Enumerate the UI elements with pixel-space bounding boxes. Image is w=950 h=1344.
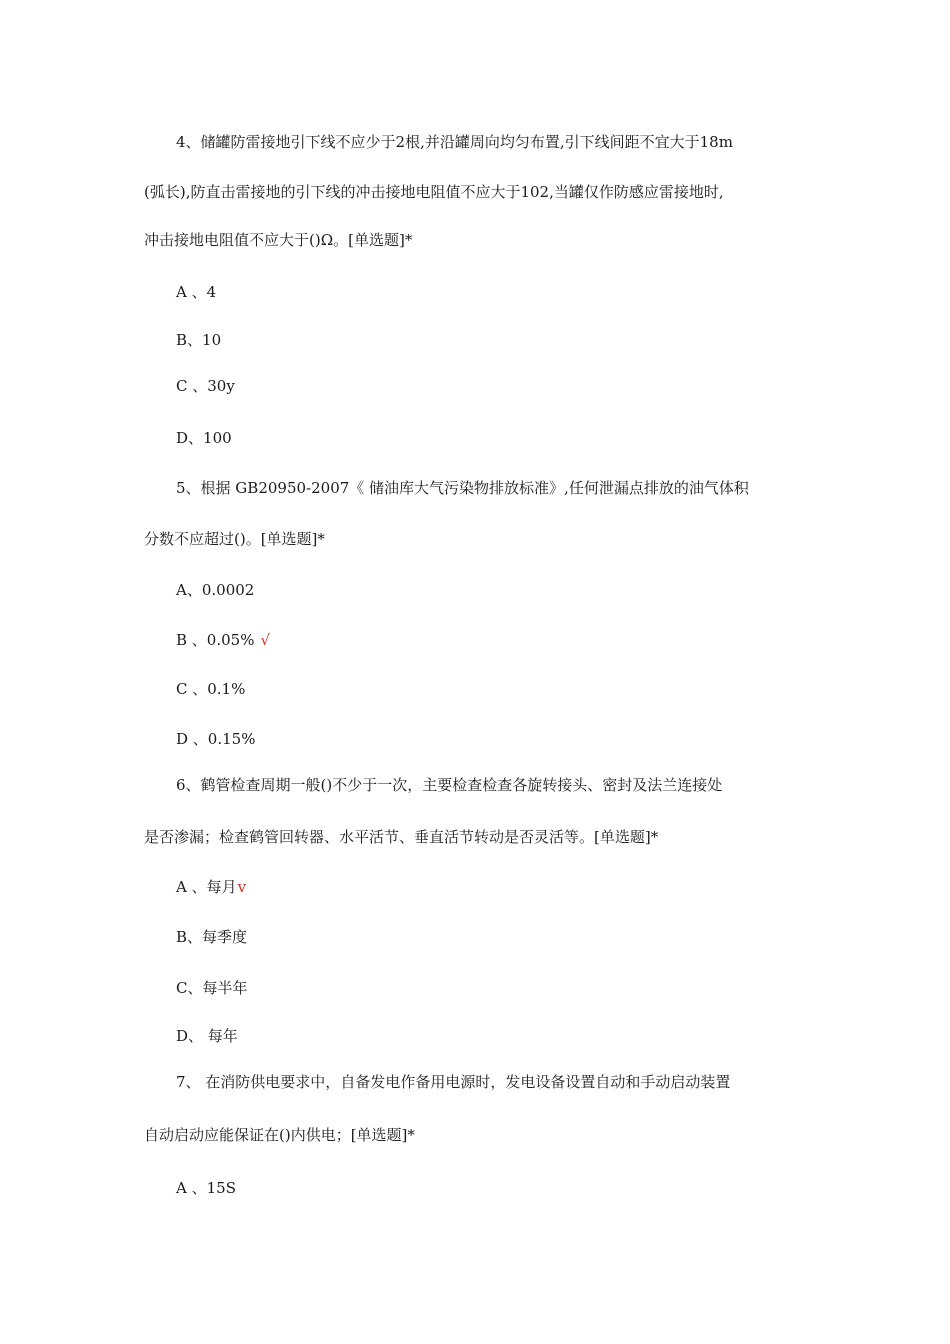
question-4-option-a: A 、4 [176,283,217,301]
question-5-option-b [176,630,270,650]
question-6-option-d: D、 每年 [176,1027,238,1045]
correct-answer-mark: v [237,878,247,896]
option-a-label: A 、每月 [176,878,237,896]
question-5-option-d: D 、0.15% [176,730,256,748]
question-6-text-line-1: 6、鹤管检查周期一般()不少于一次，主要检查检查各旋转接头、密封及法兰连接处 [176,776,723,794]
question-4-text-line-3: 冲击接地电阻值不应大于()Ω。[单选题]* [144,231,413,249]
question-7-option-a: A 、15S [176,1179,236,1197]
question-6-option-c: C、每半年 [176,979,248,997]
question-4-option-d: D、100 [176,429,232,447]
question-4-text-line-1: 4、储罐防雷接地引下线不应少于2根,并沿罐周向均匀布置,引下线间距不宜大于18m [176,133,733,151]
question-5-text-line-2: 分数不应超过()。[单选题]* [144,530,325,548]
correct-answer-check-mark: √ [260,631,271,649]
question-6-option-a [176,877,246,897]
question-5-text-line-1: 5、根据 GB20950-2007《 储油库大气污染物排放标准》,任何泄漏点排放的油气体积 [176,479,749,497]
question-5-option-c: C 、0.1% [176,680,246,698]
question-5-option-a: A、0.0002 [176,581,255,599]
question-7-text-line-1: 7、 在消防供电要求中，自备发电作备用电源时，发电设备设置自动和手动启动装置 [176,1073,731,1091]
question-4-text-line-2: (弧长),防直击雷接地的引下线的冲击接地电阻值不应大于102,当罐仅作防感应雷接地时, [144,183,724,201]
question-6-text-line-2: 是否渗漏；检查鹤管回转器、水平活节、垂直活节转动是否灵活等。[单选题]* [144,828,659,846]
question-4-option-b: B、10 [176,331,222,349]
question-7-text-line-2: 自动启动应能保证在()内供电；[单选题]* [144,1126,415,1144]
option-b-label: B 、0.05% [176,631,255,649]
question-6-option-b: B、每季度 [176,928,248,946]
question-4-option-c: C 、30y [176,377,235,395]
